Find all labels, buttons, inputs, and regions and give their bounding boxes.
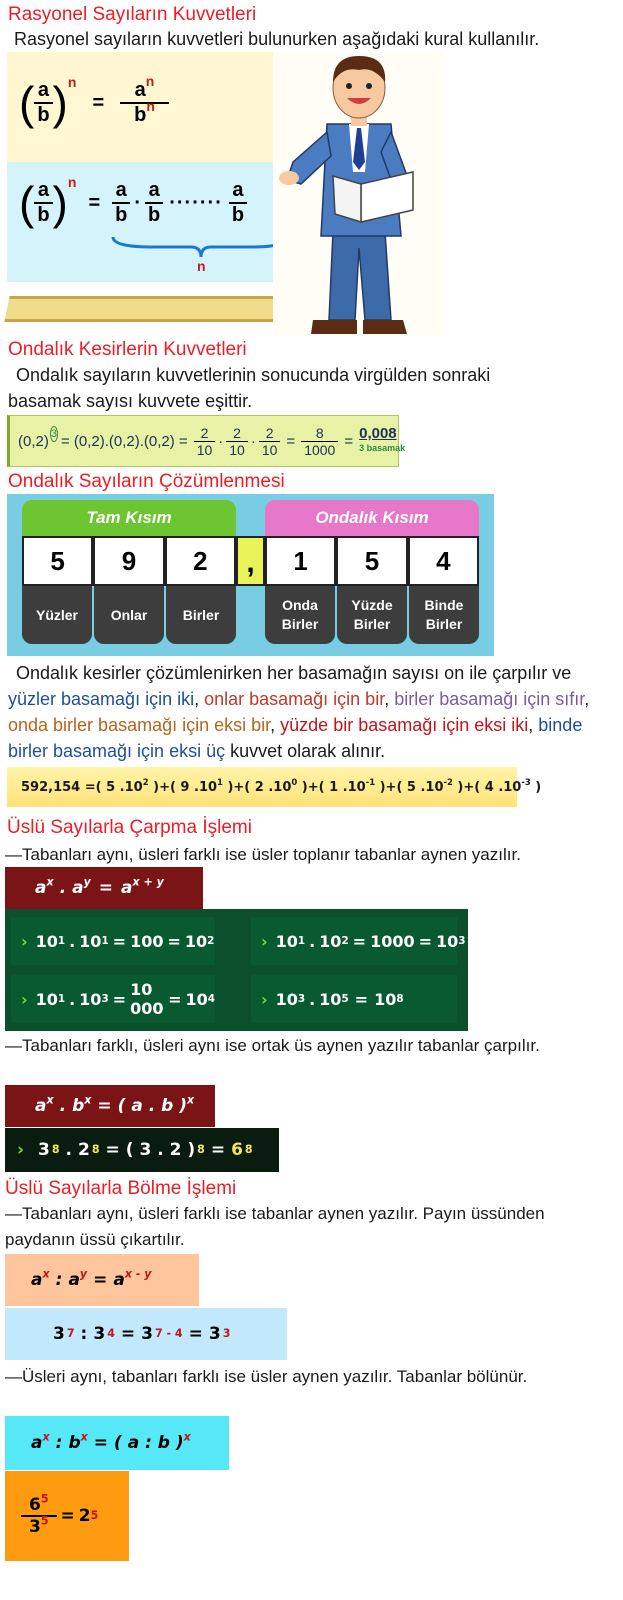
- division-rule2-example: $\frac{6^5}{3^5}$ = 2 5: [5, 1471, 129, 1561]
- example-card: › 10 3 . 10 5 = 10 8: [251, 975, 457, 1023]
- decomposition-text-part: ,: [270, 715, 281, 735]
- digit-cell: 5: [336, 536, 407, 586]
- place-label: Onlar: [94, 586, 164, 644]
- formula-term: +( 2 $.10^0$ ): [233, 776, 308, 795]
- decomposition-text-part: ,: [584, 689, 590, 709]
- decomposition-text-part: yüzler basamağı için iki: [8, 689, 195, 709]
- decomposition-text-part: ,: [384, 689, 395, 709]
- place-label: Binde Birler: [409, 586, 479, 644]
- rule-formula-2: ( $\frac{a}{b}$ ) n = $\frac{a}{b}$ · $\frac{a}{b}$ ······· $\frac{a}{b}$: [19, 176, 247, 230]
- division-rule2-formula: $a^x$ : $b^x$ = ( a : b )$^x$: [5, 1416, 229, 1470]
- multiplication-heading: Üslü Sayılarla Çarpma İşlemi: [7, 817, 252, 838]
- formula-term: +( 1 $.10^{-1}$ ): [307, 776, 386, 795]
- multiplication-examples-panel: [5, 909, 468, 1031]
- formula-term-exponent: -2: [443, 776, 453, 787]
- formula-term: +( 4 $.10^{-3}$ ): [463, 776, 542, 795]
- formula-term-exponent: 0: [291, 776, 298, 787]
- decomposition-text-part: ,: [194, 689, 205, 709]
- formula-term-exponent: -1: [365, 776, 376, 787]
- division-heading: Üslü Sayılarla Bölme İşlemi: [5, 1178, 237, 1199]
- decomposition-text-part: onlar basamağı için bir: [204, 689, 385, 709]
- whole-digits: [22, 536, 236, 586]
- formula-term: +( 5 $.10^{-2}$ ): [385, 776, 464, 795]
- rational-text: Rasyonel sayıların kuvvetleri bulunurken aşağıdaki kural kullanılır.: [14, 29, 540, 49]
- division-rule1-text: —Tabanları aynı, üsleri farklı ise tabanlar aynen yazılır. Payın üssünden paydanın üssü çıkartılır.: [5, 1204, 545, 1249]
- example-result: 0,008: [359, 425, 397, 442]
- fraction-digits: [265, 536, 479, 586]
- decomposition-text: [8, 660, 608, 764]
- place-value-table: [7, 494, 494, 656]
- brace-icon: [111, 235, 291, 259]
- division-rule1-formula: $a^x$ : $a^y$ = $a^{x - y}$: [5, 1254, 199, 1306]
- example-base: (0,2): [18, 432, 49, 450]
- multiplication-rule2-formula: $a^x$ . $b^x$ = ( a . b )$^x$: [5, 1085, 215, 1127]
- decomposition-text-part: birler basamağı için sıfır: [394, 689, 585, 709]
- decomposition-formula: 592,154 = ( 5 $.10^2$ )+( 9 $.10^1$ )+( 2 $.10^0$ )+( 1 $.10^{-1}$ )+( 5 $.10^{-2}$ )+( 4 $.10^{-3}$ ): [7, 767, 517, 807]
- place-label: Birler: [166, 586, 236, 644]
- whole-part-header: Tam Kısım: [22, 500, 236, 536]
- example-card: › 10 1 . 10 3 = 10 000 = 10 4: [11, 975, 215, 1023]
- example-card: › 10 1 . 10 2 = 1000 = 10 3: [251, 917, 457, 965]
- rational-illustration: [7, 52, 445, 336]
- decomposition-text-part: ,: [528, 715, 539, 735]
- brace-label: n: [197, 258, 206, 274]
- fraction-part-header: Ondalık Kısım: [265, 500, 479, 536]
- digit-cell: 1: [265, 536, 336, 586]
- decomposition-heading: Ondalık Sayıların Çözümlenmesi: [8, 471, 285, 492]
- multiplication-rule2-example: › 3 8 . 2 8 = ( 3 . 2 ) 8 = 6 8: [5, 1128, 279, 1172]
- digit-cell: 5: [22, 536, 93, 586]
- multiplication-rule1-formula: $a^x$ . $a^y$ = $a^{x + y}$: [5, 867, 203, 909]
- example-card: › 10 1 . 10 1 = 100 = 10 2: [11, 917, 215, 965]
- decomposition-text-part: Ondalık kesirler çözümlenirken her basamağın sayısı on ile çarpılır ve: [16, 663, 572, 683]
- decimal-powers-text: Ondalık sayıların kuvvetlerinin sonucunda virgülden sonraki basamak sayısı kuvvete eşittir.: [8, 365, 491, 411]
- decomposition-text-part: yüzde bir basamağı için eksi iki: [280, 715, 529, 735]
- formula-term: ( 5 $.10^2$ ): [95, 776, 160, 795]
- formula-term-exponent: -3: [521, 776, 531, 787]
- whole-place-labels: [22, 586, 236, 644]
- decimal-example-box: (0,2) 3 = (0,2).(0,2).(0,2) = $\frac{2}{10}$ · $\frac{2}{10}$ · $\frac{2}{10}$ = $\frac{8}{1000}$ = 0,008 3 basamak: [7, 415, 399, 467]
- place-label: Yüzler: [22, 586, 92, 644]
- division-rule1-example: 3 7 : 3 4 = 3 7 - 4 = 3 3: [5, 1308, 287, 1360]
- example-result-note: 3 basamak: [359, 443, 406, 453]
- decomposition-text-part: kuvvet olarak alınır.: [225, 741, 386, 761]
- place-label: Yüzde Birler: [337, 586, 407, 644]
- teacher-figure: [273, 52, 445, 336]
- decomposition-text-part: binde birler basamağı için eksi üç: [8, 715, 583, 761]
- formula-term-exponent: 1: [217, 776, 223, 787]
- rule-formula-1: ( $\frac{a}{b}$ ) n = $\frac{a^n}{b^n}$: [19, 76, 169, 130]
- fraction-place-labels: [265, 586, 479, 644]
- formula-term-exponent: 2: [142, 776, 149, 787]
- decomposition-text-part: onda birler basamağı için eksi bir: [8, 715, 271, 735]
- multiplication-rule2-text: —Tabanları farklı, üsleri aynı ise ortak üs aynen yazılır tabanlar çarpılır.: [5, 1036, 540, 1055]
- decimal-powers-heading: Ondalık Kesirlerin Kuvvetleri: [8, 339, 247, 360]
- digit-cell: 4: [408, 536, 479, 586]
- division-rule2-text: —Üsleri aynı, tabanları farklı ise üsler aynen yazılır. Tabanlar bölünür.: [5, 1367, 528, 1386]
- formula-term: +( 9 $.10^1$ ): [159, 776, 234, 795]
- place-label: Onda Birler: [265, 586, 335, 644]
- digit-cell: 2: [165, 536, 236, 586]
- digit-cell: 9: [93, 536, 164, 586]
- rational-heading: Rasyonel Sayıların Kuvvetleri: [8, 4, 257, 25]
- multiplication-rule1-text: —Tabanları aynı, üsleri farklı ise üsler toplanır tabanlar aynen yazılır.: [5, 845, 521, 864]
- example-exponent: 3: [50, 428, 57, 440]
- decimal-comma: ,: [236, 536, 265, 586]
